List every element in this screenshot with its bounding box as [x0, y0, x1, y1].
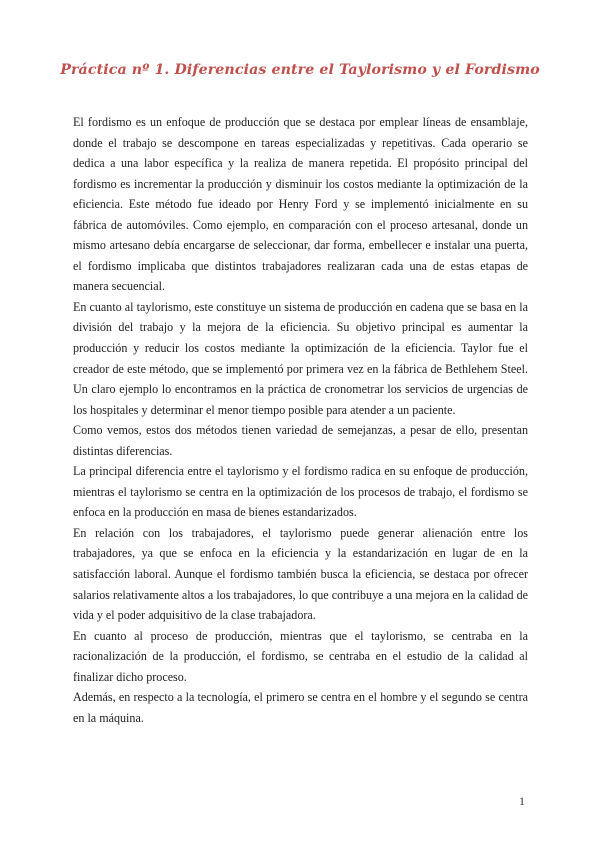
document-title: Práctica nº 1. Diferencias entre el Taylorismo y el Fordismo — [60, 62, 540, 78]
page-number: 1 — [519, 794, 525, 808]
paragraph-fordismo: El fordismo es un enfoque de producción que se destaca por emplear líneas de ensamblaje, donde el trabajo se descompone en tareas especializadas y repetitivas. Cada operario se dedica a una labor específica y la realiza de manera repetida. El propósito principal del fordismo es incrementar la producción y disminuir los costos mediante la optimización de la eficiencia. Este método fue ideado por Henry Ford y se implementó inicialmente en su fábrica de automóviles. Como ejemplo, en comparación con el proceso artesanal, donde un mismo artesano debía encargarse de seleccionar, dar forma, embellecer e instalar una puerta, el fordismo implicaba que distintos trabajadores realizaran cada una de estas etapas de manera secuencial. — [73, 115, 528, 294]
paragraph-tecnologia: Además, en respecto a la tecnología, el primero se centra en el hombre y el segundo se centra en la máquina. — [73, 690, 528, 725]
paragraph-semejanzas: Como vemos, estos dos métodos tienen variedad de semejanzas, a pesar de ello, presentan distintas diferencias. — [73, 423, 528, 458]
paragraph-proceso-produccion: En cuanto al proceso de producción, mientras que el taylorismo, se centraba en la racionalización de la producción, el fordismo, se centraba en el estudio de la calidad al finalizar dicho proceso. — [73, 628, 528, 684]
document-body — [73, 112, 528, 728]
paragraph-trabajadores: En relación con los trabajadores, el taylorismo puede generar alienación entre los trabajadores, ya que se enfoca en la eficiencia y la estandarización en lugar de en la satisfacción laboral. Aunque el fordismo también busca la eficiencia, se destaca por ofrecer salarios relativamente altos a los trabajadores, lo que contribuye a una mejora en la calidad de vida y el poder adquisitivo de la clase trabajadora. — [73, 525, 528, 623]
paragraph-taylorismo: En cuanto al taylorismo, este constituye un sistema de producción en cadena que se basa en la división del trabajo y la mejora de la eficiencia. Su objetivo principal es aumentar la producción y reducir los costos mediante la optimización de la eficiencia. Taylor fue el creador de este método, que se implementó por primera vez en la fábrica de Bethlehem Steel. Un claro ejemplo lo encontramos en la práctica de cronometrar los servicios de urgencias de los hospitales y determinar el menor tiempo posible para atender a un paciente. — [73, 299, 528, 417]
paragraph-diferencia-principal: La principal diferencia entre el taylorismo y el fordismo radica en su enfoque de producción, mientras el taylorismo se centra en la optimización de los procesos de trabajo, el fordismo se enfoca en la producción en masa de bienes estandarizados. — [73, 464, 528, 520]
